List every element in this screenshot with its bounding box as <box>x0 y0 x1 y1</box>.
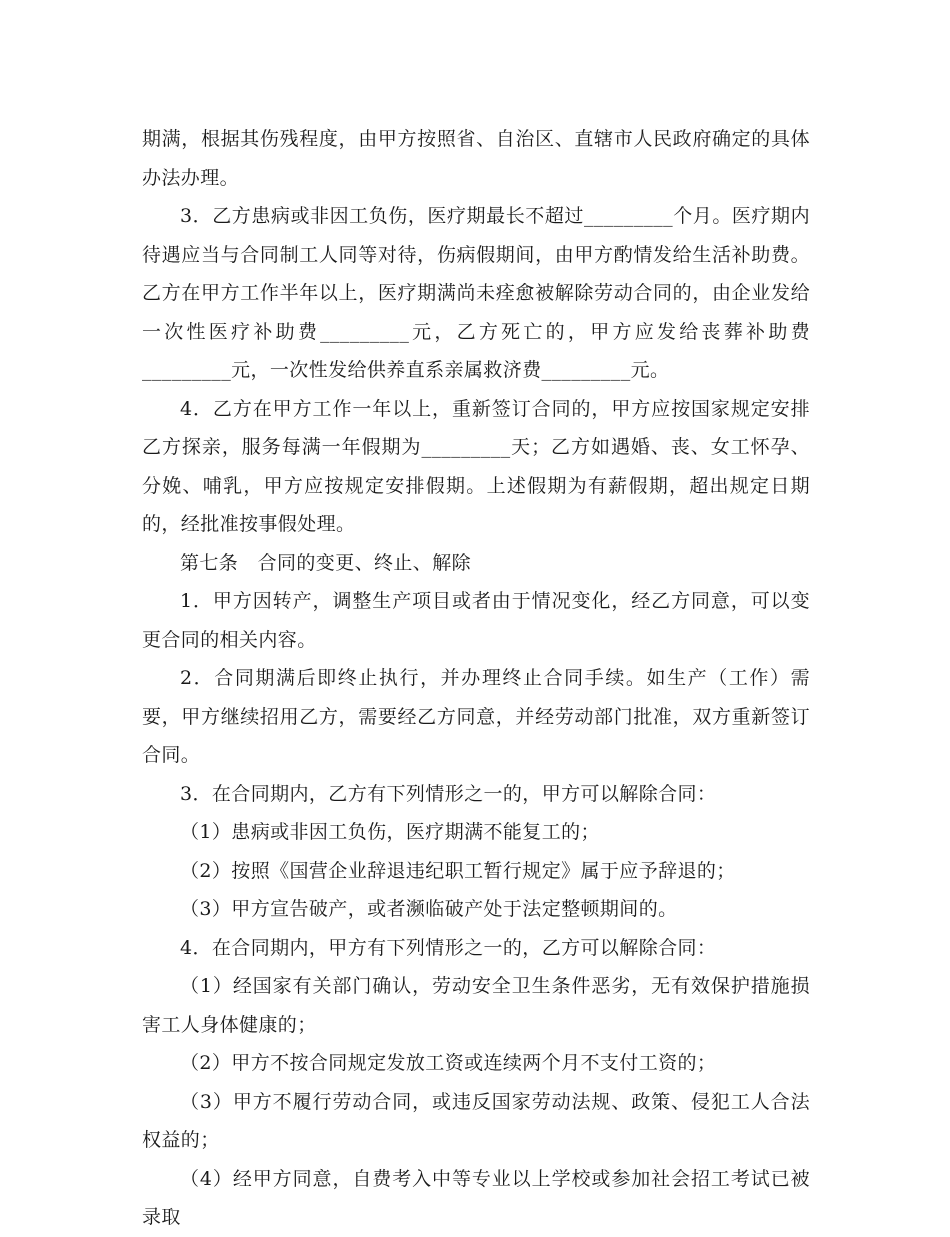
list-item-3-2: （2）按照《国营企业辞退违纪职工暂行规定》属于应予辞退的； <box>180 859 736 882</box>
document-page <box>142 120 810 1237</box>
paragraph-article7-clause-1: 1．甲方因转产，调整生产项目或者由于情况变化，经乙方同意，可以变更合同的相关内容。 <box>142 590 810 651</box>
paragraph-clause-3-illness: 3．乙方患病或非因工负伤，医疗期最长不超过_________个月。医疗期内待遇应当与合同制工人同等对待，伤病假期间，由甲方酌情发给生活补助费。乙方在甲方工作半年以上，医疗期满尚未痊愈被解除劳动合同的，由企业发给一次性医疗补助费_________元，乙方死亡的，甲方应发给丧葬补助费_________元，一次性发给供养直系亲属救济费_________元。 <box>142 205 810 381</box>
paragraph-clause-4-leave: 4．乙方在甲方工作一年以上，重新签订合同的，甲方应按国家规定安排乙方探亲，服务每满一年假期为_________天；乙方如遇婚、丧、女工怀孕、分娩、哺乳，甲方应按规定安排假期。上述假期为有薪假期，超出规定日期的，经批准按事假处理。 <box>142 397 810 535</box>
list-item-4-3: （3）甲方不履行劳动合同，或违反国家劳动法规、政策、侵犯工人合法权益的； <box>142 1090 810 1151</box>
paragraph-article7-clause-3: 3．在合同期内，乙方有下列情形之一的，甲方可以解除合同： <box>180 782 717 805</box>
list-item-3-1: （1）患病或非因工负伤，医疗期满不能复工的； <box>180 821 600 843</box>
list-item-4-2: （2）甲方不按合同规定发放工资或连续两个月不支付工资的； <box>180 1052 717 1074</box>
paragraph-injury-continuation: 期满，根据其伤残程度，由甲方按照省、自治区、直辖市人民政府确定的具体办法办理。 <box>142 128 810 189</box>
list-item-3-3: （3）甲方宣告破产，或者濒临破产处于法定整顿期间的。 <box>180 898 678 920</box>
list-item-4-4: （4）经甲方同意，自费考入中等专业以上学校或参加社会招工考试已被录取 <box>142 1167 810 1228</box>
paragraph-article7-clause-4: 4．在合同期内，甲方有下列情形之一的，乙方可以解除合同： <box>180 936 717 959</box>
list-item-4-1: （1）经国家有关部门确认，劳动安全卫生条件恶劣，无有效保护措施损害工人身体健康的； <box>142 975 810 1036</box>
paragraph-article7-clause-2: 2．合同期满后即终止执行，并办理终止合同手续。如生产（工作）需要，甲方继续招用乙方，需要经乙方同意，并经劳动部门批准，双方重新签订合同。 <box>142 667 810 766</box>
section-heading-article-7: 第七条 合同的变更、终止、解除 <box>180 551 472 574</box>
